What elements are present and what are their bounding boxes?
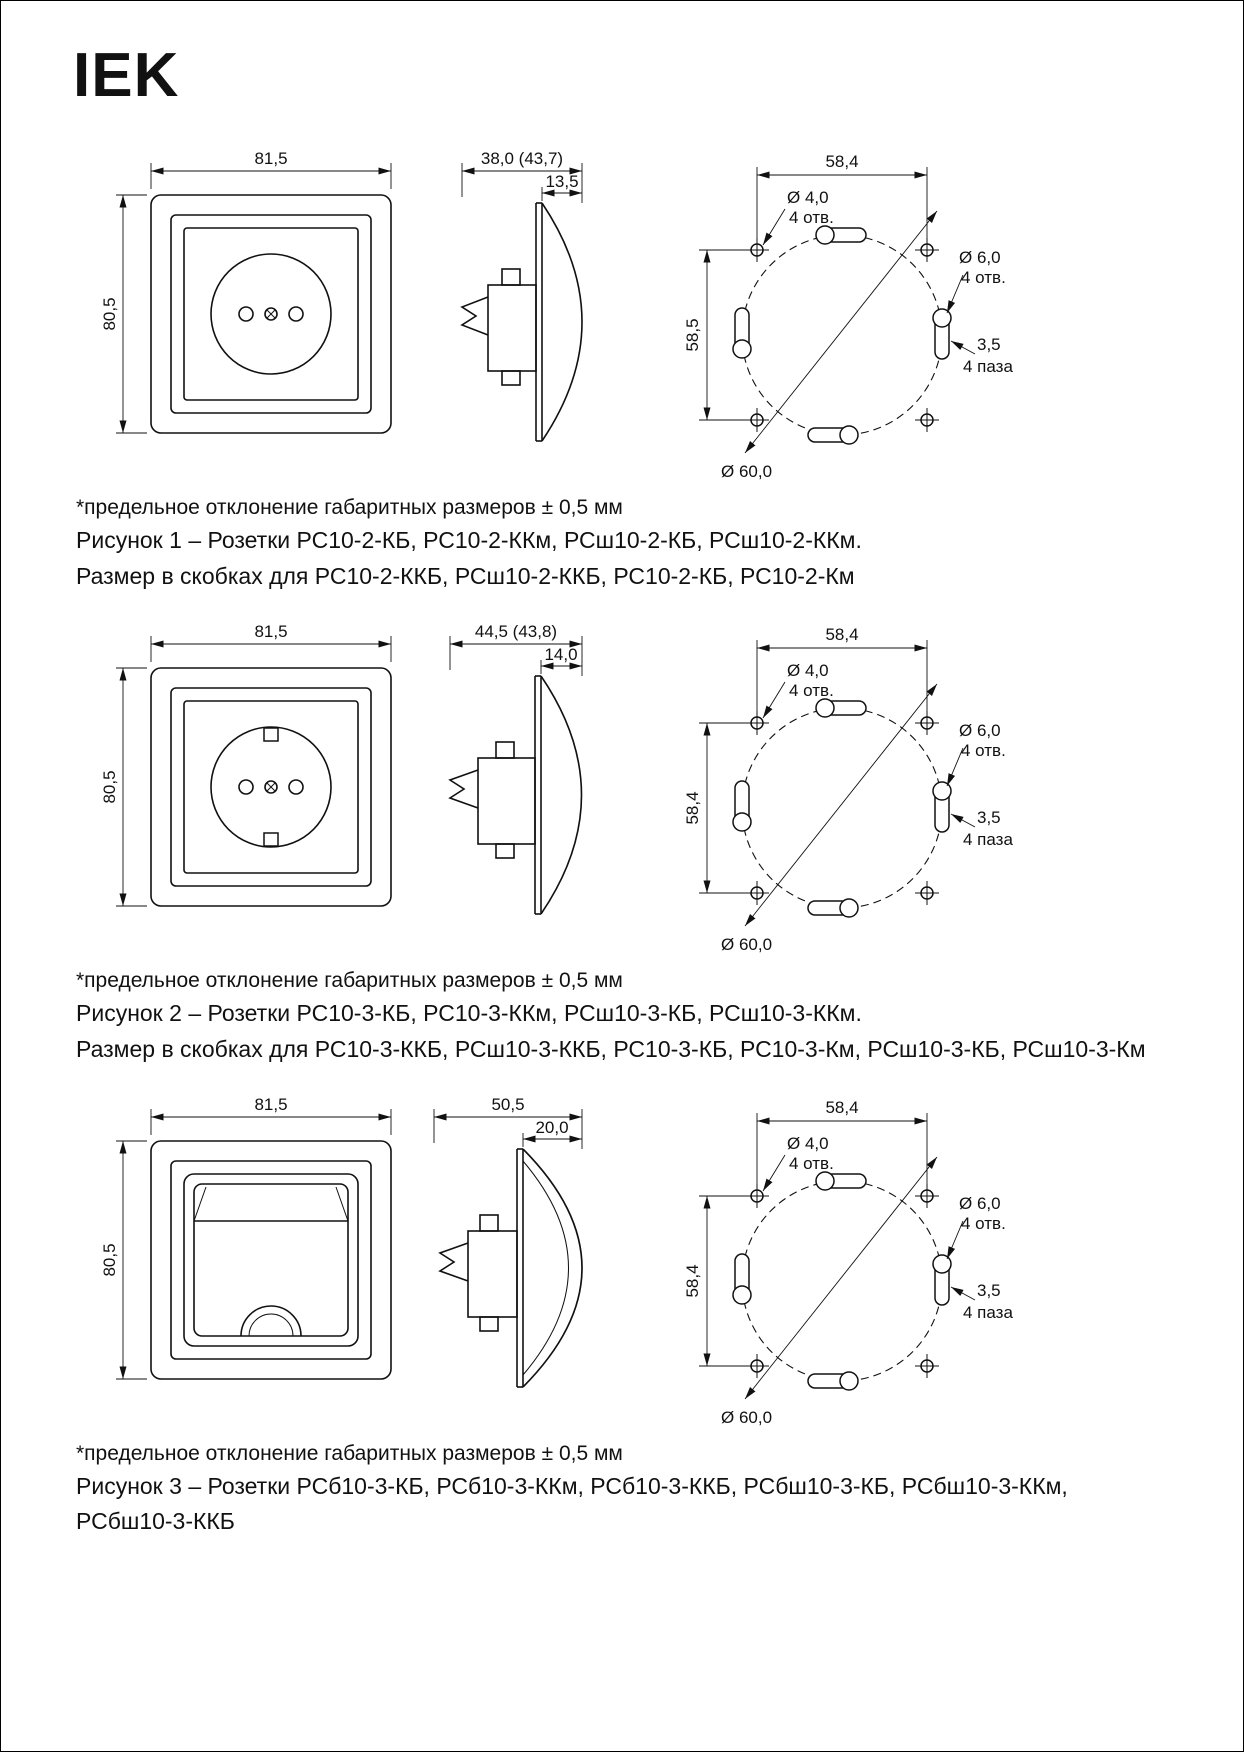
fig2-side-view	[422, 618, 602, 963]
keyhole-slot-top	[816, 226, 866, 244]
circle-dia-label: Ø 60,0	[720, 462, 772, 481]
figure-1-drawings	[1, 145, 1243, 490]
fig3-socket-side-drawing	[440, 1149, 582, 1387]
dim-label: 38,0 (43,7)	[481, 149, 564, 168]
fig2-mount-drawing	[721, 684, 951, 954]
dim-label: 81,5	[254, 621, 288, 641]
fig2-mounting-view	[637, 618, 1037, 963]
figure-3-caption-line2: РСбш10-3-ККБ	[76, 1508, 235, 1535]
callout-label: Ø 4,0	[786, 1133, 829, 1153]
figure-2-drawings	[1, 618, 1243, 963]
keyhole-slot-right	[933, 309, 951, 359]
fig2-socket-side-drawing	[450, 676, 582, 914]
figure-2-caption-line1: Рисунок 2 – Розетки РС10-3-КБ, РС10-3-ККм, РСш10-3-КБ, РСш10-3-ККм.	[76, 999, 862, 1026]
fig1-front-view	[96, 145, 396, 490]
fig3-front-width-dim	[151, 1095, 391, 1135]
fig1-callout-d6	[947, 248, 1006, 313]
callout-label: 4 отв.	[788, 208, 834, 227]
keyhole-slot-right	[933, 782, 951, 832]
figure-2	[1, 618, 1243, 1065]
fig1-side-view	[422, 145, 602, 490]
dim-label: 13,5	[545, 172, 579, 191]
dim-label: 58,4	[682, 791, 702, 825]
tolerance-note: *предельное отклонение габаритных размеров ± 0,5 мм	[76, 968, 623, 992]
dim-label: 58,4	[825, 1097, 859, 1117]
fig1-lip-dim	[542, 172, 582, 201]
callout-label: 4 отв.	[788, 680, 834, 700]
figure-2-caption-line2: Размер в скобках для РС10-3-ККБ, РСш10-3-ККБ, РС10-3-КБ, РС10-3-Км, РСш10-3-КБ, РСш10-3-Км	[76, 1035, 1146, 1062]
callout-label: 3,5	[976, 807, 1001, 827]
dim-label: 58,4	[825, 624, 859, 644]
dim-label: 80,5	[100, 1243, 119, 1277]
keyhole-slot-bottom	[808, 426, 858, 444]
fig2-front-width-dim	[151, 622, 391, 662]
dim-label: 80,5	[100, 297, 119, 331]
fig2-lip-dim	[541, 645, 582, 674]
fig1-callout-slot	[951, 335, 1013, 376]
keyhole-slot-right	[933, 1255, 951, 1305]
fig1-socket-side-drawing	[462, 203, 582, 441]
callout-label: 4 паза	[962, 1302, 1013, 1322]
figure-3-drawings	[1, 1091, 1243, 1436]
dim-label: 58,5	[682, 318, 702, 352]
tolerance-note: *предельное отклонение габаритных размеров ± 0,5 мм	[76, 496, 623, 519]
fig2-callout-d6	[947, 721, 1006, 786]
dim-label: 81,5	[254, 149, 288, 168]
dim-label: 20,0	[535, 1117, 569, 1137]
corner-holes	[745, 1184, 939, 1378]
corner-holes	[745, 238, 939, 432]
dim-label: 44,5 (43,8)	[475, 621, 558, 641]
fig2-socket-front-drawing	[151, 668, 391, 906]
dim-label: 81,5	[254, 1094, 288, 1114]
tolerance-note: *предельное отклонение габаритных размеров ± 0,5 мм	[76, 1441, 623, 1465]
figure-3-caption-line1: Рисунок 3 – Розетки РСб10-3-КБ, РСб10-3-ККм, РСб10-3-ККБ, РСбш10-3-КБ, РСбш10-3-ККм,	[76, 1472, 1068, 1499]
fig1-front-height-dim	[100, 195, 147, 433]
callout-label: 3,5	[976, 1280, 1001, 1300]
fig1-socket-front-drawing	[151, 195, 391, 433]
callout-label: Ø 4,0	[786, 188, 829, 207]
dim-label: 50,5	[491, 1094, 525, 1114]
figure-1	[1, 145, 1243, 592]
iek-logo: IEK	[73, 41, 180, 110]
fig3-socket-front-drawing	[151, 1141, 391, 1379]
callout-label: 4 отв.	[960, 740, 1006, 760]
callout-label: 4 паза	[962, 357, 1013, 376]
fig2-front-view	[96, 618, 396, 963]
fig3-mounting-view	[637, 1091, 1037, 1436]
callout-label: 4 отв.	[960, 1213, 1006, 1233]
callout-label: Ø 6,0	[958, 720, 1001, 740]
fig3-callout-slot	[951, 1281, 1013, 1322]
fig1-mount-drawing	[721, 211, 951, 481]
keyhole-slot-left	[733, 308, 751, 358]
fig3-front-height-dim	[100, 1141, 147, 1379]
corner-holes	[745, 711, 939, 905]
keyhole-slot-bottom	[808, 899, 858, 917]
fig1-front-width-dim	[151, 149, 391, 189]
callout-label: 4 паза	[962, 829, 1013, 849]
keyhole-slot-bottom	[808, 1372, 858, 1390]
dim-label: 58,4	[682, 1264, 702, 1298]
dim-label: 58,4	[825, 152, 859, 171]
callout-label: 4 отв.	[788, 1153, 834, 1173]
fig3-mount-drawing	[721, 1157, 951, 1427]
circle-dia-label: Ø 60,0	[720, 1407, 772, 1427]
keyhole-slot-left	[733, 1254, 751, 1304]
fig2-callout-slot	[951, 808, 1013, 849]
dim-label: 14,0	[544, 644, 578, 664]
fig3-lip-dim	[523, 1118, 582, 1147]
dim-label: 80,5	[100, 770, 119, 804]
fig3-side-view	[422, 1091, 602, 1436]
keyhole-slot-left	[733, 781, 751, 831]
callout-label: 3,5	[976, 335, 1001, 354]
fig2-front-height-dim	[100, 668, 147, 906]
keyhole-slot-top	[816, 1172, 866, 1190]
figure-1-caption-line2: Размер в скобках для РС10-2-ККБ, РСш10-2-ККБ, РС10-2-КБ, РС10-2-Км	[76, 562, 855, 589]
callout-label: Ø 4,0	[786, 660, 829, 680]
fig3-callout-d6	[947, 1194, 1006, 1259]
keyhole-slot-top	[816, 699, 866, 717]
fig1-mounting-view	[637, 145, 1037, 490]
figure-1-caption-line1: Рисунок 1 – Розетки РС10-2-КБ, РС10-2-ККм, РСш10-2-КБ, РСш10-2-ККм.	[76, 527, 862, 553]
callout-label: Ø 6,0	[958, 1193, 1001, 1213]
fig3-front-view	[96, 1091, 396, 1436]
figure-3	[1, 1091, 1243, 1538]
callout-label: Ø 6,0	[958, 248, 1001, 267]
callout-label: 4 отв.	[960, 268, 1006, 287]
circle-dia-label: Ø 60,0	[720, 934, 772, 954]
